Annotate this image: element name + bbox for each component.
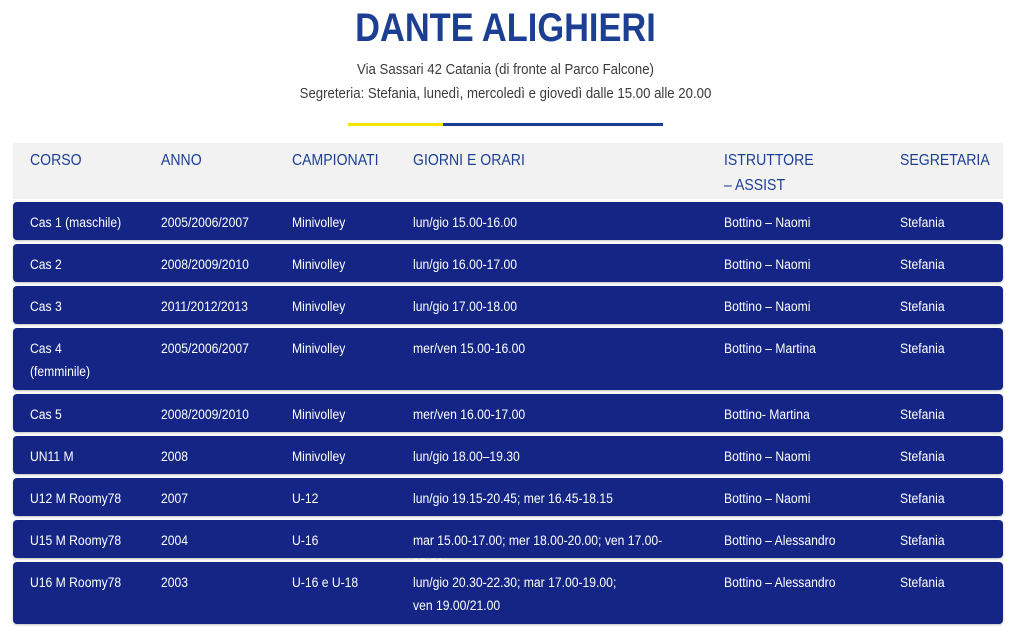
- courses-table: [13, 143, 1003, 613]
- table-cell: Minivolley: [292, 299, 346, 314]
- table-cell: 2003: [161, 575, 189, 590]
- table-row: [13, 436, 1003, 474]
- table-cell: 2011/2012/2013: [161, 299, 248, 314]
- table-cell: 2004: [161, 533, 189, 548]
- table-cell: Minivolley: [292, 407, 346, 422]
- table-cell: U-12: [292, 491, 319, 506]
- table-cell: Minivolley: [292, 257, 346, 272]
- table-cell: UN11 M: [30, 449, 74, 464]
- table-cell: Stefania: [900, 575, 945, 590]
- table-row: [13, 394, 1003, 432]
- table-cell: Stefania: [900, 491, 945, 506]
- table-cell: lun/gio 16.00-17.00: [413, 257, 518, 272]
- table-cell: Stefania: [900, 533, 945, 548]
- table-cell: Cas 3: [30, 299, 62, 314]
- table-row: [13, 328, 1003, 390]
- table-row: [13, 520, 1003, 558]
- table-cell: 2005/2006/2007: [161, 215, 249, 230]
- table-cell: 2005/2006/2007: [161, 341, 249, 356]
- table-cell: Minivolley: [292, 215, 346, 230]
- table-cell: Stefania: [900, 257, 945, 272]
- header-campionati: CAMPIONATI: [292, 152, 379, 169]
- table-cell: lun/gio 15.00-16.00: [413, 215, 518, 230]
- address-text: Via Sassari 42 Catania (di fronte al Parco Falcone): [357, 61, 654, 78]
- header-anno: ANNO: [161, 152, 202, 169]
- table-cell: mer/ven 15.00-16.00: [413, 341, 526, 356]
- table-cell: 2008/2009/2010: [161, 407, 249, 422]
- table-cell: Cas 4 (femminile): [30, 341, 91, 379]
- table-cell: Minivolley: [292, 449, 346, 464]
- table-header: [13, 143, 1003, 199]
- table-cell: Stefania: [900, 449, 945, 464]
- table-cell: 2008: [161, 449, 189, 464]
- table-cell: Bottino – Martina: [724, 341, 816, 356]
- table-cell: Bottino – Naomi: [724, 299, 811, 314]
- table-cell: U12 M Roomy78: [30, 491, 122, 506]
- table-cell: 2008/2009/2010: [161, 257, 249, 272]
- table-cell: Cas 1 (maschile): [30, 215, 122, 230]
- table-cell: 2007: [161, 491, 189, 506]
- table-row: [13, 562, 1003, 624]
- page-header: [0, 0, 1011, 106]
- divider-blue: [443, 123, 663, 126]
- table-cell: lun/gio 17.00-18.00: [413, 299, 518, 314]
- table-cell: Bottino – Naomi: [724, 491, 811, 506]
- table-row: [13, 478, 1003, 516]
- table-cell: Stefania: [900, 215, 945, 230]
- table-cell: Bottino – Naomi: [724, 449, 811, 464]
- table-cell: Cas 5: [30, 407, 62, 422]
- table-cell: lun/gio 19.15-20.45; mer 16.45-18.15: [413, 491, 613, 506]
- table-cell: Cas 2: [30, 257, 62, 272]
- table-cell: Bottino – Naomi: [724, 257, 811, 272]
- title-divider: [348, 123, 663, 126]
- table-cell: Bottino – Alessandro: [724, 575, 836, 590]
- table-row: [13, 202, 1003, 240]
- header-istruttore: ISTRUTTORE – ASSIST: [724, 152, 814, 194]
- table-cell: mer/ven 16.00-17.00: [413, 407, 526, 422]
- table-cell: mar 15.00-17.00; mer 18.00-20.00; ven 17.00-: [413, 533, 663, 548]
- table-cell: Stefania: [900, 407, 945, 422]
- page-title: DANTE ALIGHIERI: [355, 6, 656, 50]
- divider-yellow: [348, 123, 443, 126]
- table-cell: Stefania: [900, 299, 945, 314]
- table-cell: Stefania: [900, 341, 945, 356]
- table-cell: Bottino – Alessandro: [724, 533, 836, 548]
- table-row: [13, 286, 1003, 324]
- table-cell: Minivolley: [292, 341, 346, 356]
- table-cell: Bottino – Naomi: [724, 215, 811, 230]
- header-corso: CORSO: [30, 152, 82, 169]
- table-cell: U-16 e U-18: [292, 575, 359, 590]
- table-cell: Bottino- Martina: [724, 407, 810, 422]
- header-segretaria: SEGRETARIA: [900, 152, 990, 169]
- table-cell: lun/gio 20.30-22.30; mar 17.00-19.00; ven 19.00/21.00: [413, 575, 617, 613]
- table-cell: lun/gio 18.00–19.30: [413, 449, 520, 464]
- header-giorni-orari: GIORNI E ORARI: [413, 152, 525, 169]
- table-row: [13, 244, 1003, 282]
- secretariat-text: Segreteria: Stefania, lunedì, mercoledì e giovedì dalle 15.00 alle 20.00: [299, 85, 712, 102]
- table-cell: U-16: [292, 533, 319, 548]
- table-cell: U15 M Roomy78: [30, 533, 122, 548]
- table-cell: U16 M Roomy78: [30, 575, 122, 590]
